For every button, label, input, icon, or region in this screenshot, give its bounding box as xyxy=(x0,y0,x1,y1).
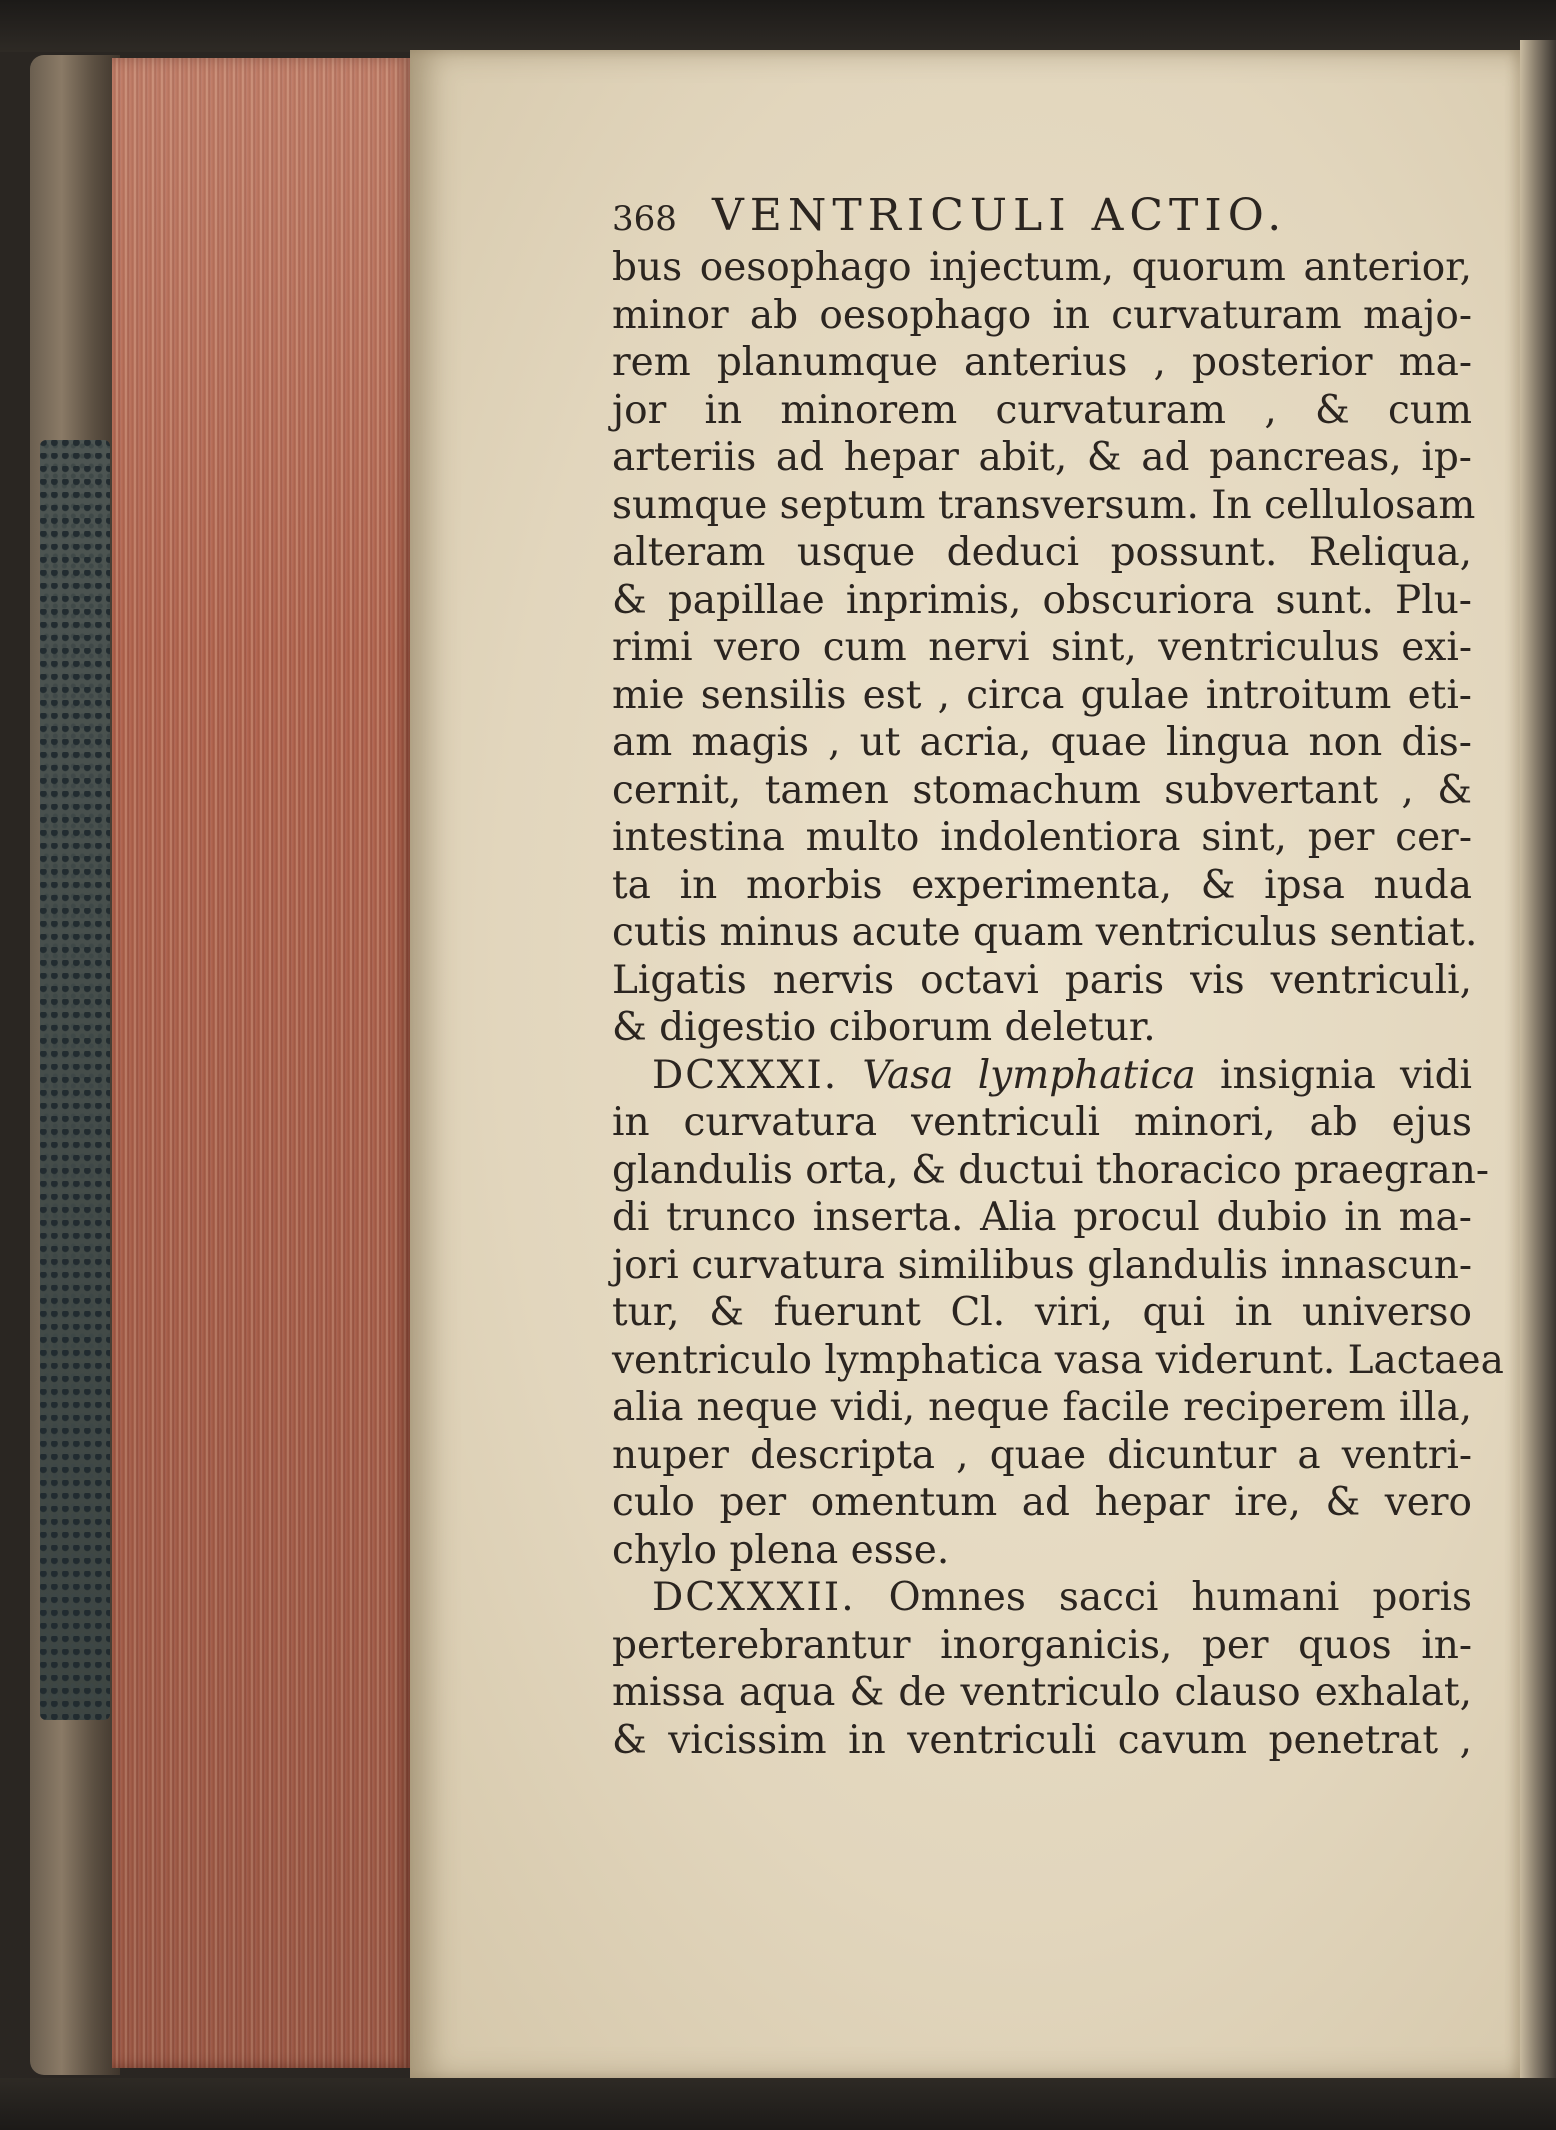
italic-term: Vasa lymphatica xyxy=(862,1052,1196,1098)
paragraph-first-line xyxy=(612,1052,1472,1100)
text-fragment: Omnes sacci humani poris xyxy=(888,1575,1472,1620)
text-line: missa aqua & de ventriculo clauso exhalat, xyxy=(612,1670,1472,1715)
text-line: rimi vero cum nervi sint, ventriculus exi- xyxy=(612,625,1472,670)
text-line: cutis minus acute quam ventriculus sentiat. xyxy=(612,910,1478,955)
text-line: glandulis orta, & ductui thoracico praegran- xyxy=(612,1147,1490,1193)
text-line: arteriis ad hepar abit, & ad pancreas, ip- xyxy=(612,435,1472,480)
background-top xyxy=(0,0,1556,52)
text-line: & digestio ciborum deletur. xyxy=(612,1005,1156,1050)
running-head: VENTRICULI ACTIO. xyxy=(712,190,1288,241)
text-line: cernit, tamen stomachum subvertant , & xyxy=(612,767,1472,813)
text-line: minor ab oesophago in curvaturam majo- xyxy=(612,292,1472,338)
text-line: sumque septum transversum. In cellulosam xyxy=(612,482,1476,528)
text-line: ta in morbis experimenta, & ipsa nuda xyxy=(612,862,1472,908)
text-line: alteram usque deduci possunt. Reliqua, xyxy=(612,530,1472,575)
text-line: jor in minorem curvaturam , & cum xyxy=(612,387,1472,433)
text-fragment: insignia vidi xyxy=(1219,1052,1473,1098)
text-line: am magis , ut acria, quae lingua non dis- xyxy=(612,720,1472,765)
text-line: & vicissim in ventriculi cavum penetrat , xyxy=(612,1717,1472,1763)
text-line: jori curvatura similibus glandulis innascun- xyxy=(612,1242,1472,1288)
page-edges-shade xyxy=(112,58,412,2068)
text-line: Ligatis nervis octavi paris vis ventriculi, xyxy=(612,957,1472,1003)
paragraph-first-line xyxy=(612,1574,1472,1622)
page-header xyxy=(612,190,1472,240)
page-number: 368 xyxy=(612,199,677,239)
text-line: chylo plena esse. xyxy=(612,1527,950,1573)
text-line: tur, & fuerunt Cl. viri, qui in universo xyxy=(612,1290,1472,1335)
text-line: alia neque vidi, neque facile reciperem illa, xyxy=(612,1385,1472,1430)
text-line: bus oesophago injectum, quorum anterior, xyxy=(612,245,1472,290)
page-right-edge xyxy=(1520,40,1556,2100)
text-line: perterebrantur inorganicis, per quos in- xyxy=(612,1622,1472,1668)
text-line: nuper descripta , quae dicuntur a ventri- xyxy=(612,1432,1472,1478)
text-line: mie sensilis est , circa gulae introitum eti- xyxy=(612,672,1472,718)
section-numeral: DCXXXI. xyxy=(652,1052,839,1098)
text-line: culo per omentum ad hepar ire, & vero xyxy=(612,1480,1472,1525)
page-text xyxy=(612,190,1504,1764)
text-line: rem planumque anterius , posterior ma- xyxy=(612,340,1472,385)
background-bottom xyxy=(0,2078,1556,2130)
text-line: intestina multo indolentiora sint, per cer- xyxy=(612,815,1472,860)
text-line: di trunco inserta. Alia procul dubio in ma- xyxy=(612,1195,1472,1240)
text-line: in curvatura ventriculi minori, ab ejus xyxy=(612,1100,1472,1145)
text-line: ventriculo lymphatica vasa viderunt. Lactaea xyxy=(612,1337,1504,1383)
text-line: & papillae inprimis, obscuriora sunt. Plu- xyxy=(612,577,1472,623)
section-numeral: DCXXXII. xyxy=(652,1575,856,1620)
marbled-cover-pattern xyxy=(40,440,110,1720)
